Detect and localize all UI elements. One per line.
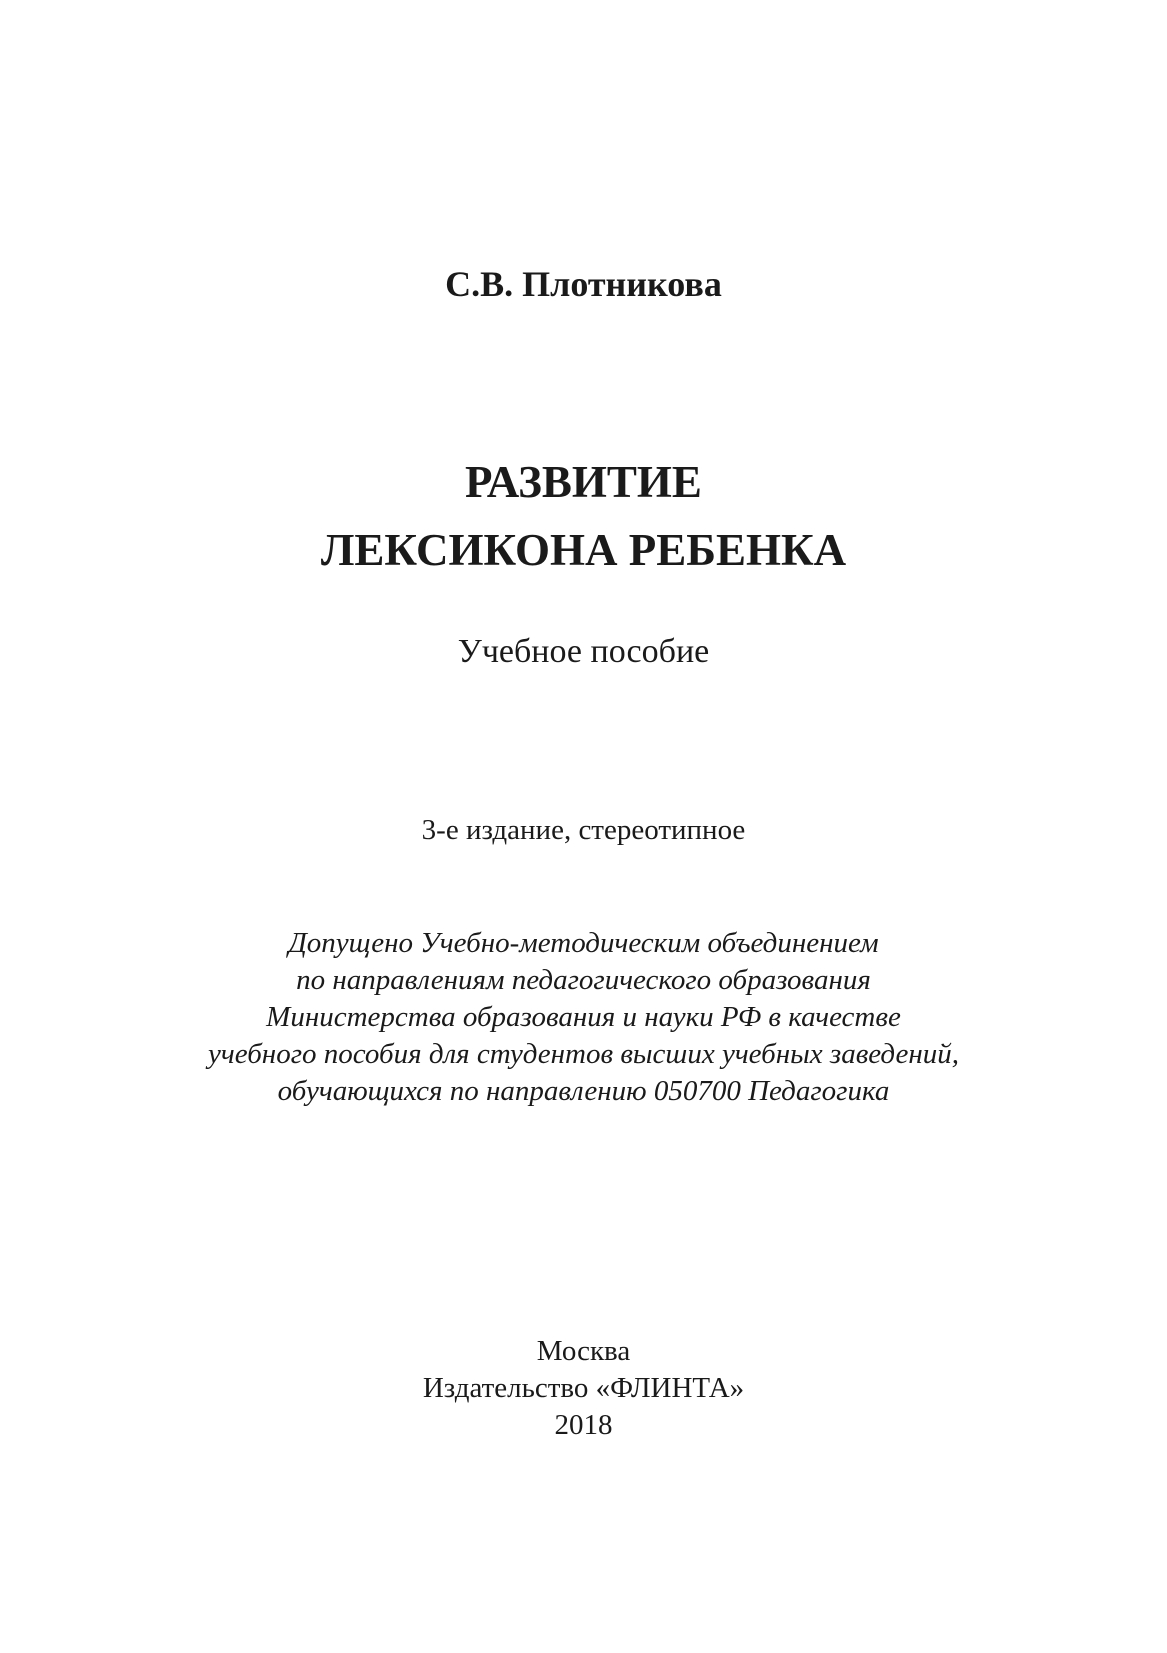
approval-statement — [0, 925, 1167, 1110]
approval-line-3: Министерства образования и науки РФ в качестве — [266, 1001, 901, 1033]
imprint-city: Москва — [536, 1335, 631, 1367]
approval-line-5: обучающихся по направлению 050700 Педагогика — [277, 1075, 890, 1107]
book-title — [0, 448, 1167, 584]
book-title-line-1: РАЗВИТИЕ — [465, 457, 702, 507]
approval-line-1: Допущено Учебно-методическим объединением — [288, 927, 879, 959]
imprint-year: 2018 — [554, 1409, 613, 1441]
approval-line-2: по направлениям педагогического образования — [296, 964, 871, 996]
edition-note: 3-е издание, стереотипное — [421, 814, 746, 846]
imprint — [0, 1333, 1167, 1444]
approval-line-4: учебного пособия для студентов высших учебных заведений, — [208, 1038, 959, 1070]
book-title-line-2: ЛЕКСИКОНА РЕБЕНКА — [320, 525, 847, 575]
imprint-publisher: Издательство «ФЛИНТА» — [422, 1372, 745, 1404]
book-subtitle: Учебное пособие — [457, 633, 710, 670]
author-name: С.В. Плотникова — [445, 264, 722, 304]
